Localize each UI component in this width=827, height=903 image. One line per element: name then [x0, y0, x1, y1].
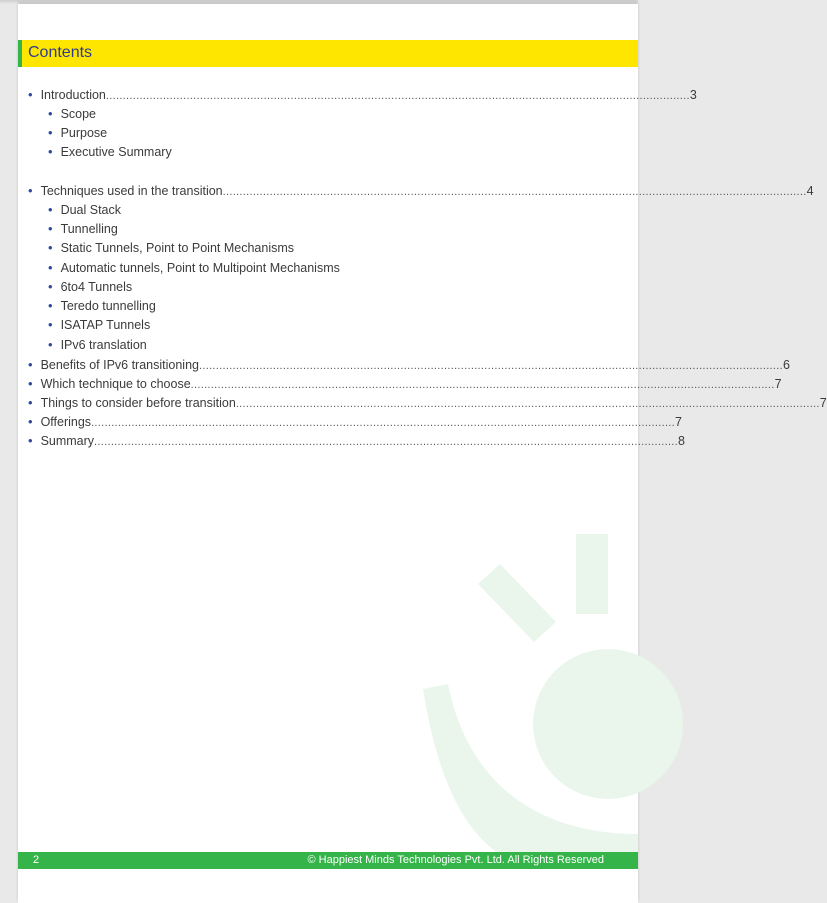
toc-leader-dots: ..............................................................................................................................................................................: [94, 436, 679, 448]
toc-leader-dots: ..............................................................................................................................................................................: [199, 360, 783, 372]
toc-leader-dots: ..............................................................................................................................................................................: [190, 379, 775, 391]
contents-header-bar: [18, 40, 638, 67]
document-page: [18, 4, 827, 903]
toc-item-introduction[interactable]: • Introduction .............................................................................................................................................................................. 3: [28, 87, 697, 102]
toc-item-summary[interactable]: • Summary .............................................................................................................................................................................. 8: [28, 433, 685, 448]
toc-subitem-purpose[interactable]: • Purpose: [48, 125, 108, 140]
toc-subitem-isatap[interactable]: • ISATAP Tunnels: [48, 317, 151, 332]
watermark-logo-icon: [398, 524, 638, 864]
toc-subitem-ipv6-translation[interactable]: • IPv6 translation: [48, 337, 147, 352]
toc-item-offerings[interactable]: • Offerings .............................................................................................................................................................................. 7: [28, 414, 682, 429]
watermark-bar-diagonal: [478, 564, 556, 642]
toc-subitem-dual-stack[interactable]: • Dual Stack: [48, 202, 122, 217]
toc-leader-dots: ..............................................................................................................................................................................: [222, 186, 807, 198]
toc-item-things-to-consider[interactable]: • Things to consider before transition .............................................................................................................................................................................. 7: [28, 395, 827, 410]
contents-title: Contents: [28, 44, 93, 61]
toc-item-which-technique[interactable]: • Which technique to choose .............................................................................................................................................................................. 7: [28, 376, 782, 391]
toc-subitem-automatic-tunnels[interactable]: • Automatic tunnels, Point to Multipoint Mechanisms: [48, 260, 340, 275]
toc-subitem-static-tunnels[interactable]: • Static Tunnels, Point to Point Mechanisms: [48, 240, 295, 255]
toc-subitem-6to4-tunnels[interactable]: • 6to4 Tunnels: [48, 279, 133, 294]
toc-leader-dots: ..............................................................................................................................................................................: [105, 90, 690, 102]
toc-item-benefits[interactable]: • Benefits of IPv6 transitioning .............................................................................................................................................................................. 6: [28, 357, 790, 372]
footer-bar: [18, 852, 638, 869]
watermark-circle: [533, 649, 683, 799]
footer-page-number: 2: [33, 854, 40, 866]
toc-leader-dots: ..............................................................................................................................................................................: [91, 417, 676, 429]
watermark-bar-vertical: [576, 534, 608, 614]
toc-leader-dots: ..............................................................................................................................................................................: [235, 398, 820, 410]
toc-item-techniques[interactable]: • Techniques used in the transition .............................................................................................................................................................................. 4: [28, 183, 814, 198]
toc-subitem-tunnelling[interactable]: • Tunnelling: [48, 221, 118, 236]
toc-subitem-executive-summary[interactable]: • Executive Summary: [48, 144, 172, 159]
toc-subitem-scope[interactable]: • Scope: [48, 106, 97, 121]
toc-subitem-teredo[interactable]: • Teredo tunnelling: [48, 298, 156, 313]
footer-copyright: © Happiest Minds Technologies Pvt. Ltd. All Rights Reserved: [307, 854, 604, 866]
